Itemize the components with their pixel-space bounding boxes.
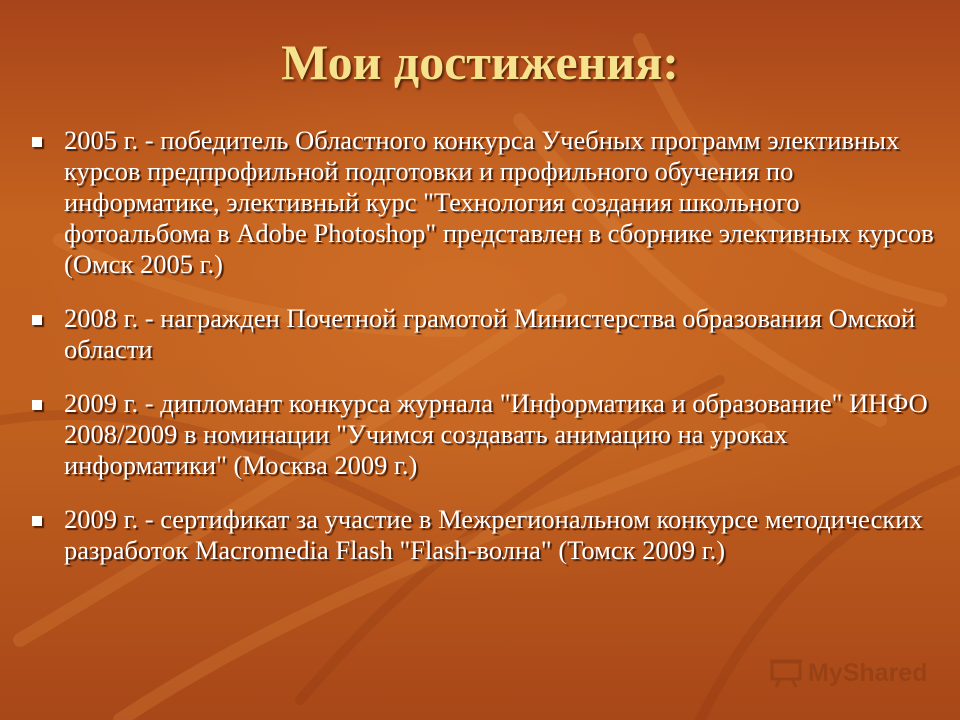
bullet-square-icon [32,516,42,526]
presentation-board-icon [768,657,804,689]
list-item [22,388,934,481]
bullet-square-icon [32,315,42,325]
bullet-square-icon [32,400,42,410]
list-item-text: 2009 г. - сертификат за участие в Межрегиональном конкурсе методических разработок Macromedia Flash "Flash-волна" (Томск 2009 г.) [64,504,923,565]
list-item [22,303,934,365]
bullet-square-icon [32,137,42,147]
achievements-list [22,125,934,589]
watermark-text: MyShared [808,658,928,687]
list-item-text: 2005 г. - победитель Областного конкурса Учебных программ элективных курсов предпрофильной подготовки и профильного обучения по информатике, элективный курс "Технология создания школьного фотоальбома в Adobe Photoshop" представлен в сборнике элективных курсов (Омск 2005 г.) [64,125,934,279]
slide-title: Мои достижения: [281,34,679,90]
list-item-text: 2009 г. - дипломант конкурса журнала "Информатика и образование" ИНФО 2008/2009 в номинации "Учимся создавать анимацию на уроках информатики" (Москва 2009 г.) [64,388,928,480]
list-item [22,504,934,566]
list-item-text: 2008 г. - награжден Почетной грамотой Министерства образования Омской области [64,303,916,364]
list-item [22,125,934,280]
watermark [768,655,927,691]
